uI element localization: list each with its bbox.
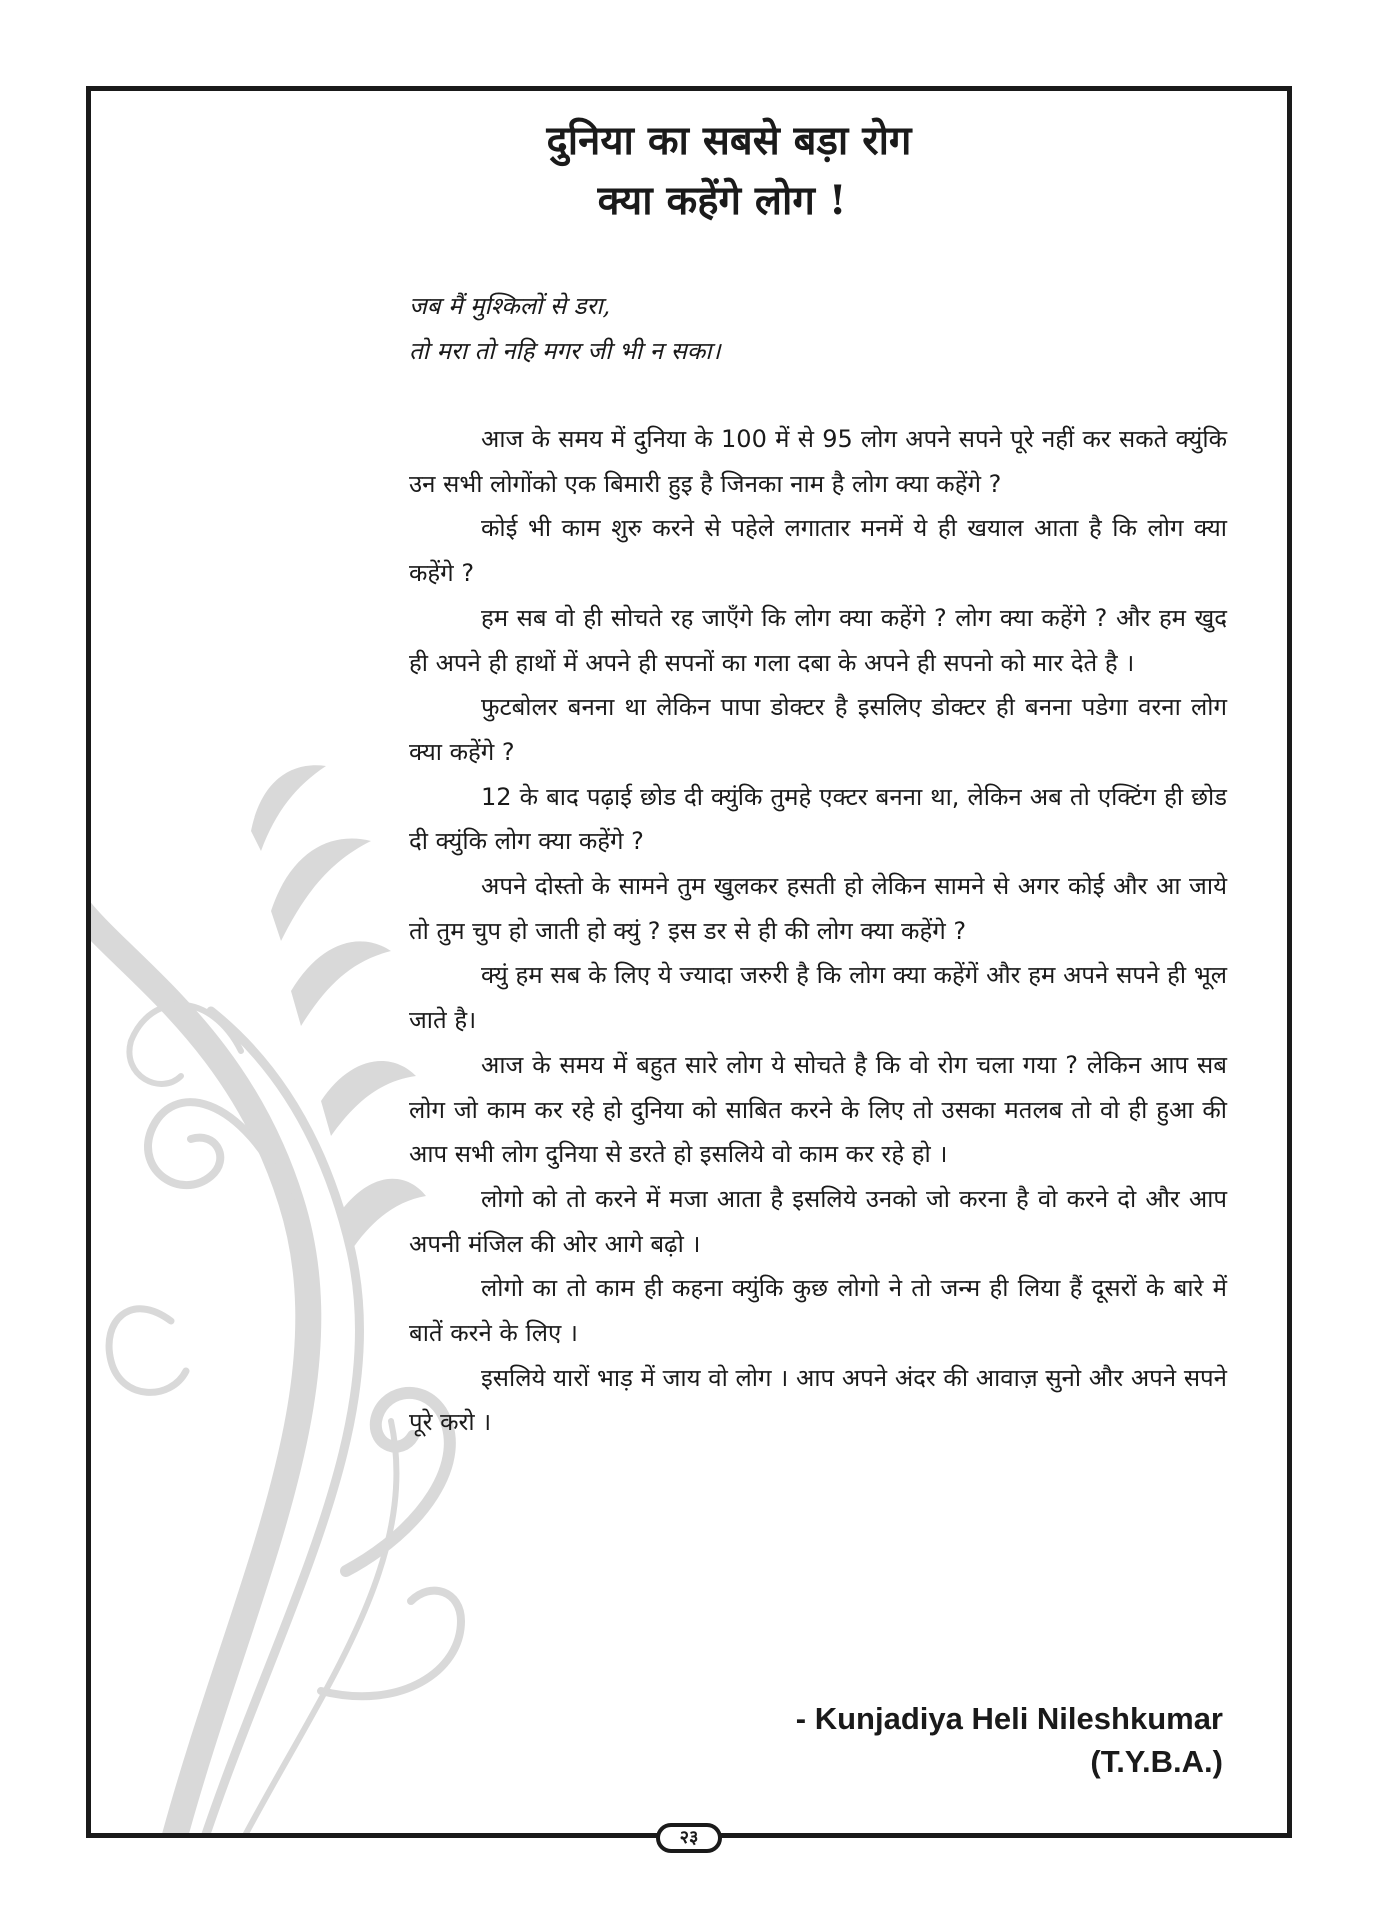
paragraph: लोगो का तो काम ही कहना क्युंकि कुछ लोगो ने तो जन्म ही लिया हैं दूसरों के बारे में बातें करने के लिए । <box>409 1274 1227 1348</box>
page-title <box>91 111 1292 231</box>
page-number: २३ <box>656 1823 722 1853</box>
paragraph: फुटबोलर बनना था लेकिन पापा डोक्टर है इसलिए डोक्टर ही बनना पडेगा वरना लोग क्या कहेंगे ? <box>409 693 1227 766</box>
page-frame <box>86 86 1292 1838</box>
author-class: (T.Y.B.A.) <box>1090 1744 1223 1779</box>
paragraph: कोई भी काम शुरु करने से पहेले लगातार मनमें ये ही खयाल आता है कि लोग क्या कहेंगे ? <box>409 514 1227 588</box>
paragraph: अपने दोस्तो के सामने तुम खुलकर हसती हो लेकिन सामने से अगर कोई और आ जाये तो तुम चुप हो जाती हो क्युं ? इस डर से ही की लोग क्या कहेंगे ? <box>409 872 1227 945</box>
couplet-line-2: तो मरा तो नहि मगर जी भी न सका। <box>409 337 721 365</box>
paragraph: लोगो को तो करने में मजा आता है इसलिये उनको जो करना है वो करने दो और आप अपनी मंजिल की ओर आगे बढ़ो । <box>409 1184 1227 1258</box>
article-body <box>409 417 1227 1445</box>
paragraph: हम सब वो ही सोचते रह जाएँगे कि लोग क्या कहेंगे ? लोग क्या कहेंगे ? और हम खुद ही अपने ही हाथों में अपने ही सपनों का गला दबा के अपने ही सपनो को मार देते है । <box>409 603 1227 677</box>
paragraph: इसलिये यारों भाड़ में जाय वो लोग । आप अपने अंदर की आवाज़ सुनो और अपने सपने पूरे करो । <box>409 1363 1227 1437</box>
paragraph: आज के समय में दुनिया के 100 में से 95 लोग अपने सपने पूरे नहीं कर सकते क्युंकि उन सभी लोगोंको एक बिमारी हुइ है जिनका नाम है लोग क्या कहेंगे ? <box>409 425 1227 498</box>
author-signature <box>796 1697 1223 1783</box>
author-name: - Kunjadiya Heli Nileshkumar <box>795 1701 1223 1736</box>
couplet-line-1: जब मैं मुश्किलों से डरा, <box>409 292 611 320</box>
paragraph: क्युं हम सब के लिए ये ज्यादा जरुरी है कि लोग क्या कहेंगें और हम अपने सपने ही भूल जाते है। <box>409 961 1227 1035</box>
title-line-2: क्या कहेंगे लोग ! <box>597 177 847 224</box>
paragraph: आज के समय में बहुत सारे लोग ये सोचते है कि वो रोग चला गया ? लेकिन आप सब लोग जो काम कर रहे हो दुनिया को साबित करने के लिए तो उसका मतलब तो वो ही हुआ की आप सभी लोग दुनिया से डरते हो इसलिये वो काम कर रहे हो । <box>409 1050 1227 1169</box>
opening-couplet <box>409 284 721 374</box>
title-line-1: दुनिया का सबसे बड़ा रोग <box>546 117 912 164</box>
paragraph: 12 के बाद पढ़ाई छोड दी क्युंकि तुमहे एक्टर बनना था, लेकिन अब तो एक्टिंग ही छोड दी क्युंकि लोग क्या कहेंगे ? <box>409 782 1227 856</box>
